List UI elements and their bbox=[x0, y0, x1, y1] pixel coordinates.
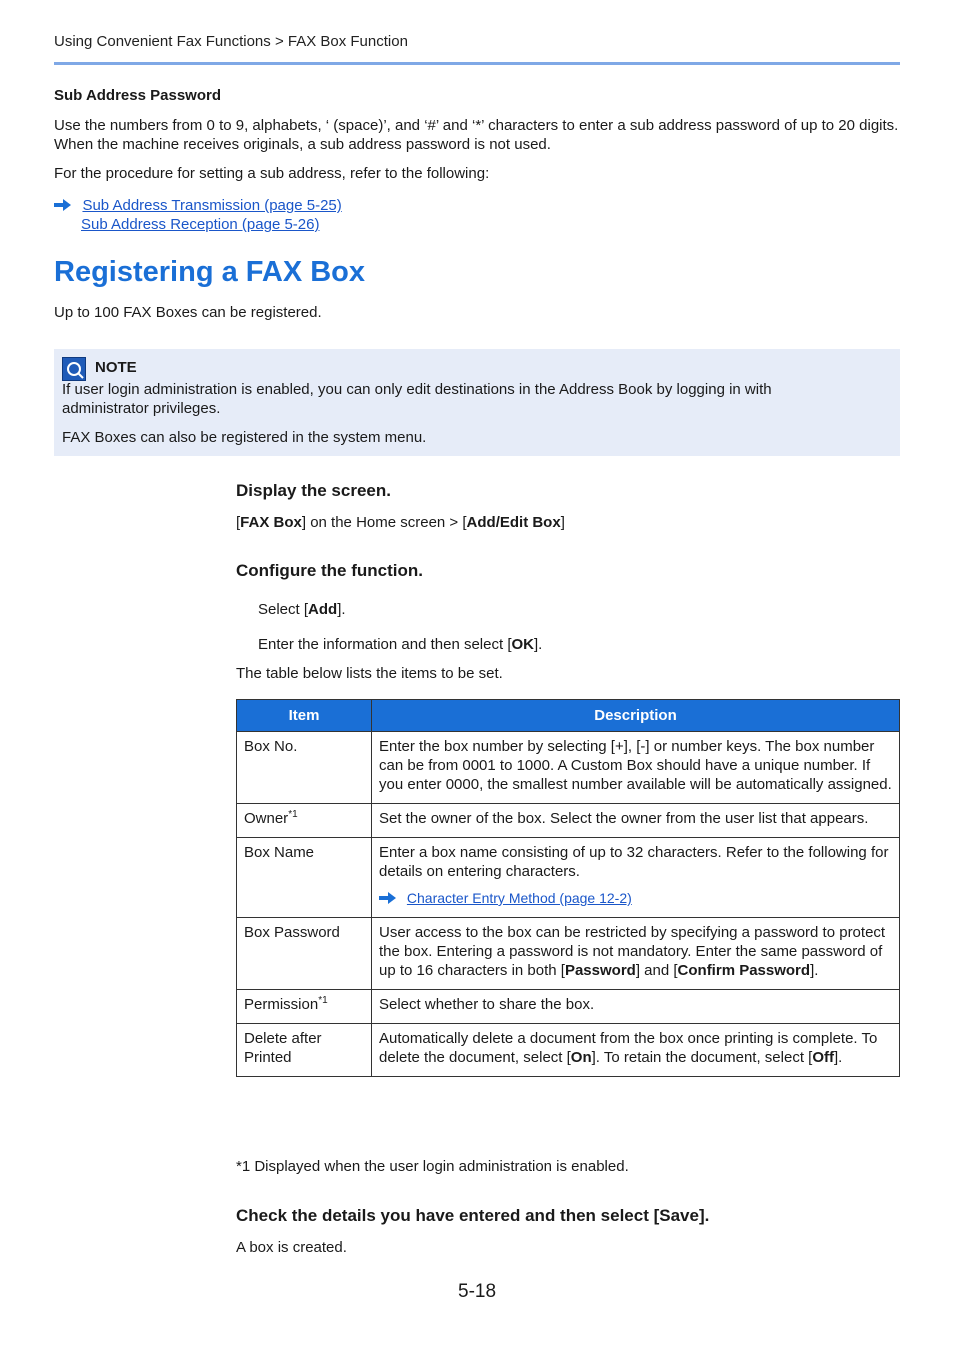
item-cell: Box Password bbox=[237, 918, 372, 990]
arrow-right-icon bbox=[54, 199, 72, 211]
item-cell: Box Name bbox=[237, 838, 372, 918]
column-header-description: Description bbox=[372, 700, 900, 732]
table-row bbox=[237, 990, 900, 1024]
footnote-marker: *1 bbox=[318, 995, 328, 1006]
item-cell: Permission$^{*1}$ bbox=[237, 990, 372, 1024]
description-cell: Enter a box name consisting of up to 32 characters. Refer to the following for details on entering characters. Character Entry Method (page 12-2) bbox=[372, 838, 900, 918]
step-3-text: A box is created. bbox=[236, 1239, 347, 1256]
table-row bbox=[237, 804, 900, 838]
character-entry-method-link[interactable]: Character Entry Method (page 12-2) bbox=[406, 890, 632, 906]
add-edit-box-key: Add/Edit Box bbox=[466, 514, 561, 531]
table-intro: The table below lists the items to be set. bbox=[236, 665, 503, 682]
sub-address-transmission-link[interactable]: Sub Address Transmission (page 5-25) bbox=[82, 197, 342, 214]
section-intro: Up to 100 FAX Boxes can be registered. bbox=[54, 304, 322, 321]
sub-address-paragraph: Use the numbers from 0 to 9, alphabets, ‘ (space)’, and ‘#’ and ‘*’ characters to enter a sub address password of up to 20 digits. When the machine receives originals, a sub address password is not used. bbox=[54, 117, 899, 153]
link-row-1 bbox=[54, 196, 342, 215]
description-cell: Automatically delete a document from the box once printing is complete. To delete the document, select [On]. To retain the document, select [Off]. bbox=[372, 1024, 900, 1077]
step-2-sub-2: Enter the information and then select [OK]. bbox=[258, 636, 543, 653]
table-row bbox=[237, 918, 900, 990]
table-row bbox=[237, 1024, 900, 1077]
footnote-marker: *1 bbox=[288, 809, 298, 820]
step-2-sub-1: Select [Add]. bbox=[258, 601, 346, 618]
page-number: 5-18 bbox=[458, 1281, 497, 1302]
settings-table bbox=[236, 699, 900, 1077]
character-entry-link-row bbox=[379, 889, 892, 908]
table-footnote: *1 Displayed when the user login administration is enabled. bbox=[236, 1158, 629, 1175]
header-rule bbox=[54, 62, 900, 65]
column-header-item: Item bbox=[237, 700, 372, 732]
arrow-right-icon bbox=[379, 892, 397, 904]
breadcrumb: Using Convenient Fax Functions > FAX Box Function bbox=[54, 33, 408, 50]
step-1-text: [FAX Box] on the Home screen > [Add/Edit Box] bbox=[236, 514, 565, 531]
step-1-heading: Display the screen. bbox=[236, 481, 391, 500]
note-icon bbox=[62, 357, 86, 381]
note-text-login: If user login administration is enabled, you can only edit destinations in the Address Book by logging in with administrator privileges. bbox=[62, 381, 772, 417]
item-cell: Box No. bbox=[237, 732, 372, 804]
page-title: Registering a FAX Box bbox=[54, 256, 366, 288]
description-cell: Select whether to share the box. bbox=[372, 990, 900, 1024]
description-cell: Enter the box number by selecting [+], [-] or number keys. The box number can be from 0001 to 1000. A Custom Box should have a unique number. If you enter 0000, the smallest number available will be automatically assigned. bbox=[372, 732, 900, 804]
description-cell: Set the owner of the box. Select the owner from the user list that appears. bbox=[372, 804, 900, 838]
step-3-heading: Check the details you have entered and then select [Save]. bbox=[236, 1206, 710, 1225]
note-box bbox=[54, 349, 900, 456]
table-row bbox=[237, 838, 900, 918]
note-text-system-menu: FAX Boxes can also be registered in the system menu. bbox=[62, 429, 427, 446]
description-cell: User access to the box can be restricted by specifying a password to protect the box. Entering a password is not mandatory. Enter the same password of up to 16 characters in both [Password] and [Confirm Password]. bbox=[372, 918, 900, 990]
table-row bbox=[237, 732, 900, 804]
item-cell: Owner$^{*1}$ bbox=[237, 804, 372, 838]
step-2-heading: Configure the function. bbox=[236, 561, 423, 580]
item-cell: Delete after Printed bbox=[237, 1024, 372, 1077]
fax-box-key: FAX Box bbox=[240, 514, 302, 531]
sub-address-reference: For the procedure for setting a sub address, refer to the following: bbox=[54, 165, 490, 182]
note-title: NOTE bbox=[95, 359, 137, 376]
sub-address-heading: Sub Address Password bbox=[54, 87, 221, 104]
sub-address-reception-link[interactable]: Sub Address Reception (page 5-26) bbox=[81, 216, 320, 233]
